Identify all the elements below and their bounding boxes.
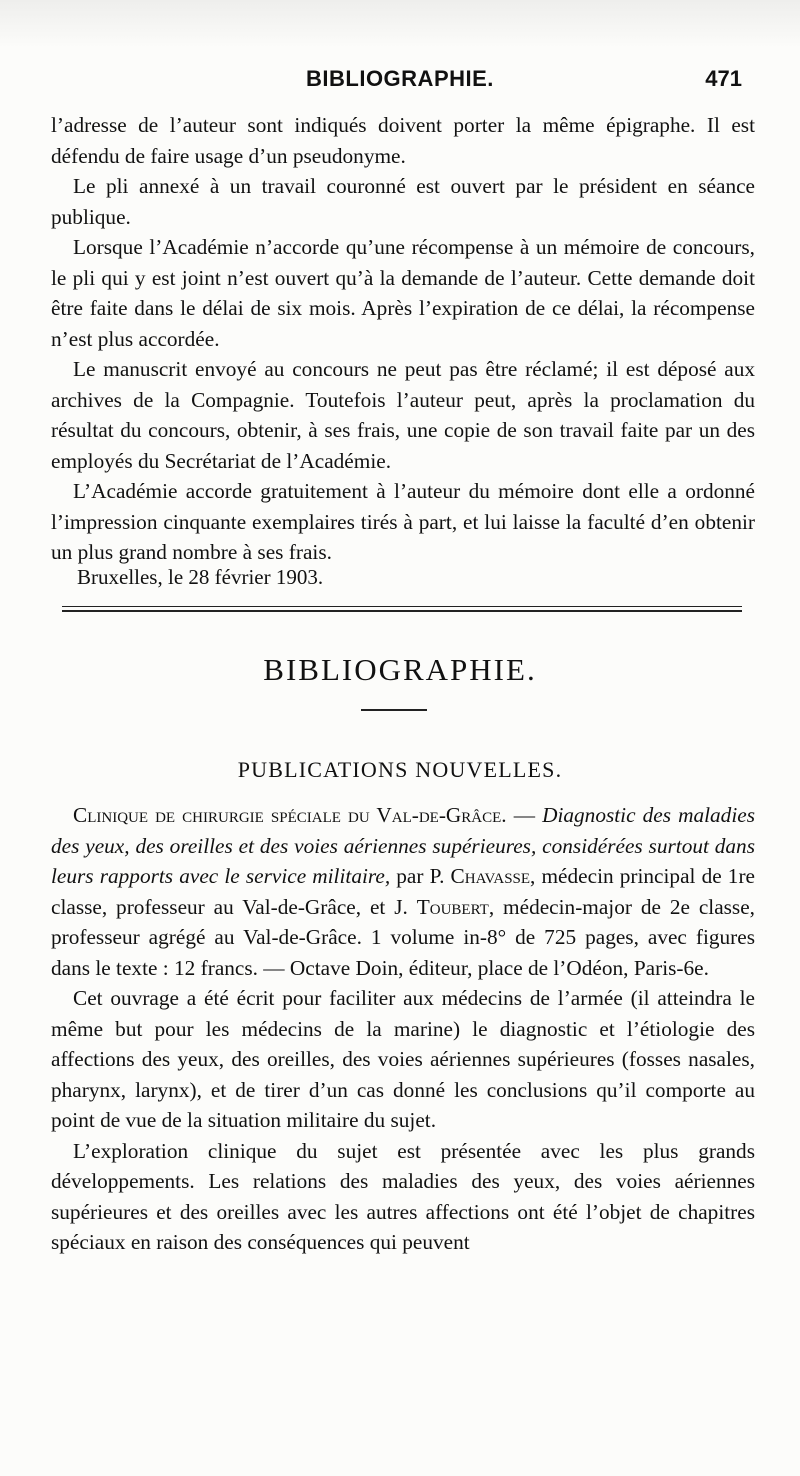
running-title: BIBLIOGRAPHIE. (306, 66, 494, 91)
paragraph: L’Académie accorde gratuitement à l’auteur du mémoire dont elle a ordonné l’impression cinquante exemplaires tirés à part, et lui laisse la faculté d’en obtenir un plus grand nombre à ses frais. (51, 479, 755, 564)
paragraph: Lorsque l’Académie n’accorde qu’une récompense à un mémoire de concours, le pli qui y est joint n’est ouvert qu’à la demande de l’auteur. Cette demande doit être faite dans le délai de six mois. Après l’expiration de ce délai, la récompense n’est plus accordée. (51, 235, 755, 351)
entry-dash: — (506, 803, 543, 827)
author-name: Toubert (416, 894, 489, 919)
paragraph: L’exploration clinique du sujet est présentée avec les plus grands développements. Les relations des maladies des yeux, des voies aériennes supérieures et des oreilles avec les autres affections ont été l’objet de chapitres spéciaux en raison des conséquences qui peuvent (51, 1138, 755, 1254)
bibliography-block (51, 800, 755, 1258)
title-underline (361, 709, 427, 711)
date-line: Bruxelles, le 28 février 1903. (77, 565, 324, 589)
section-divider (62, 606, 742, 607)
paragraph: Le manuscrit envoyé au concours ne peut pas être réclamé; il est déposé aux archives de la Compagnie. Toutefois l’auteur peut, après la proclamation du résultat du concours, obtenir, à ses frais, une copie de son travail faite par un des employés du Secrétariat de l’Académie. (51, 357, 755, 473)
paragraph: Le pli annexé à un travail couronné est ouvert par le président en séance publique. (51, 174, 755, 229)
entry-title: Diagnostic des maladies des yeux, des oreilles et des voies aériennes supérieures, considérées surtout dans leurs rapports avec le service militaire, (51, 803, 755, 888)
paragraph: Cet ouvrage a été écrit pour faciliter aux médecins de l’armée (il atteindra le même but pour les médecins de la marine) le diagnostic et l’étiologie des affections des yeux, des oreilles, des voies aériennes supérieures (fosses nasales, pharynx, larynx), et de tirer d’un cas donné les conclusions qu’il comporte au point de vue de la situation militaire du sujet. (51, 986, 755, 1132)
entry-text: , médecin-major de 2e classe, professeur agrégé au Val-de-Grâce. 1 volume in-8° de 725 pages, avec figures dans le texte : 12 francs. — Octave Doin, éditeur, place de l’Odéon, Paris-6e. (51, 894, 755, 980)
entry-by: par P. (390, 864, 451, 888)
entry-heading: Clinique de chirurgie spéciale du Val-de-Grâce. (73, 803, 507, 827)
page-number: 471 (705, 66, 742, 91)
author-name: Chavasse (450, 864, 531, 888)
page-top-margin (0, 0, 800, 48)
entry-text: , médecin principal de 1re classe, professeur au Val-de-Grâce, et J. (51, 864, 755, 919)
section-title: BIBLIOGRAPHIE. (263, 652, 537, 687)
bibliography-entry (51, 800, 755, 983)
upper-text-block (51, 110, 755, 568)
section-divider-thick (62, 610, 742, 612)
running-header (50, 62, 750, 96)
paragraph: l’adresse de l’auteur sont indiqués doivent porter la même épigraphe. Il est défendu de faire usage d’un pseudonyme. (51, 113, 755, 168)
section-subtitle: PUBLICATIONS NOUVELLES. (237, 757, 563, 782)
